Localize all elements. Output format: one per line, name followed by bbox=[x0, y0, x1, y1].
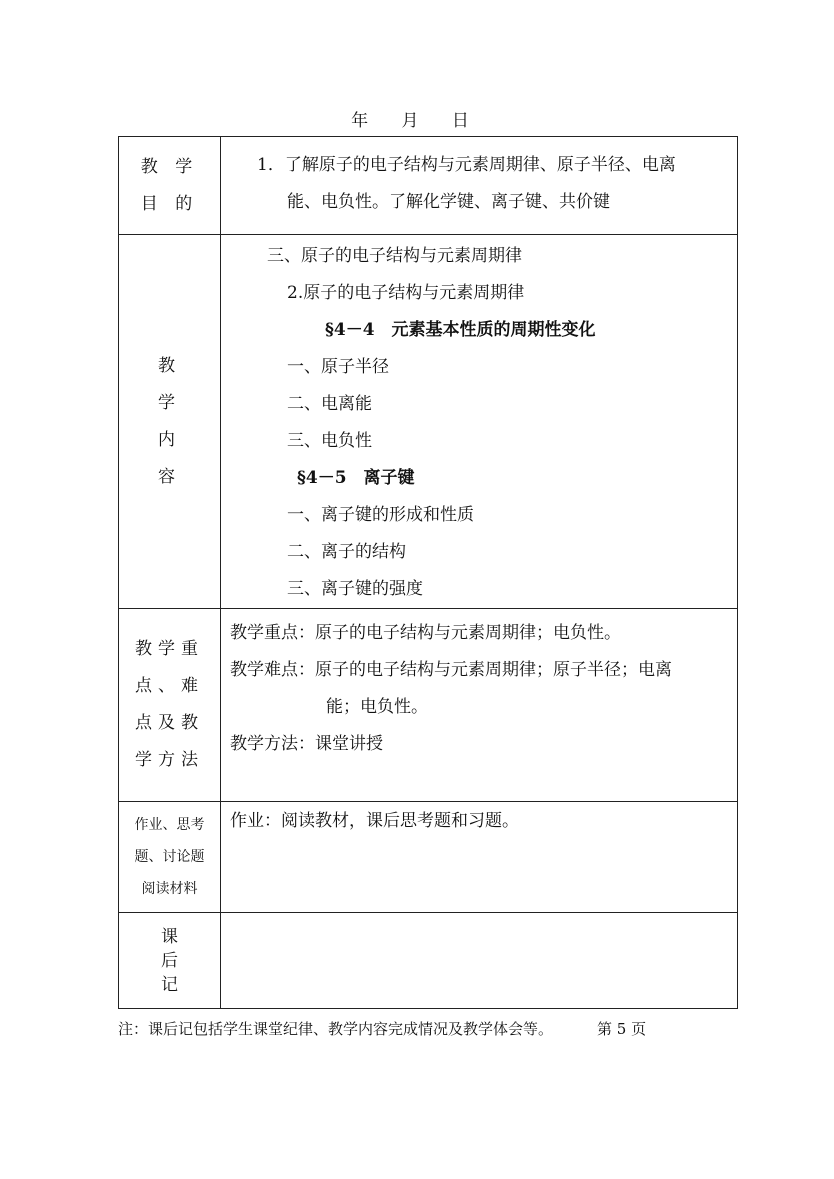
label-homework: 作业、思考 题、讨论题 阅读材料 bbox=[119, 802, 221, 913]
content-list bbox=[221, 235, 738, 609]
section-heading: §4－5 离子键 bbox=[297, 468, 415, 488]
row-homework bbox=[119, 802, 738, 913]
difficult-point-cont: 能；电负性。 bbox=[326, 697, 428, 717]
row-objectives bbox=[119, 137, 738, 235]
section-heading: §4－4 元素基本性质的周期性变化 bbox=[325, 320, 596, 340]
row-notes bbox=[119, 913, 738, 1009]
footer-note bbox=[118, 1018, 738, 1039]
difficult-point: 教学难点：原子的电子结构与元素周期律；原子半径；电离 bbox=[230, 660, 672, 680]
content-item: 一、原子半径 bbox=[287, 357, 389, 377]
content-item: 三、电负性 bbox=[287, 431, 372, 451]
page-number: 第 5 页 bbox=[597, 1020, 647, 1038]
teaching-method: 教学方法：课堂讲授 bbox=[230, 734, 383, 754]
content-item: 2.原子的电子结构与元素周期律 bbox=[287, 283, 525, 303]
objectives-line: 能、电负性。了解化学键、离子键、共价键 bbox=[287, 192, 610, 212]
homework-text: 作业：阅读教材，课后思考题和习题。 bbox=[230, 811, 519, 831]
row-keypoints bbox=[119, 609, 738, 802]
footer-note-text: 注：课后记包括学生课堂纪律、教学内容完成情况及教学体会等。 bbox=[118, 1020, 554, 1038]
label-keypoints: 教学重 点、难 点及教 学方法 bbox=[119, 609, 221, 802]
label-objectives: 教 学 目 的 bbox=[119, 137, 221, 235]
label-notes: 课 后 记 bbox=[119, 913, 221, 1009]
content-item: 三、离子键的强度 bbox=[287, 579, 423, 599]
content-item: 一、离子键的形成和性质 bbox=[287, 505, 474, 525]
keypoints-content bbox=[221, 609, 738, 802]
homework-content bbox=[221, 802, 738, 913]
lesson-plan-table bbox=[118, 136, 738, 1009]
content-item: 三、原子的电子结构与元素周期律 bbox=[267, 246, 522, 266]
key-point: 教学重点：原子的电子结构与元素周期律；电负性。 bbox=[230, 623, 621, 643]
row-content bbox=[119, 235, 738, 609]
objectives-line: 1．了解原子的电子结构与元素周期律、原子半径、电离 bbox=[257, 155, 676, 175]
notes-content bbox=[221, 913, 738, 1009]
content-item: 二、离子的结构 bbox=[287, 542, 406, 562]
date-header: 年 月 日 bbox=[351, 111, 483, 131]
content-item: 二、电离能 bbox=[287, 394, 372, 414]
objectives-content bbox=[221, 137, 738, 235]
label-content: 教 学 内 容 bbox=[119, 235, 221, 609]
